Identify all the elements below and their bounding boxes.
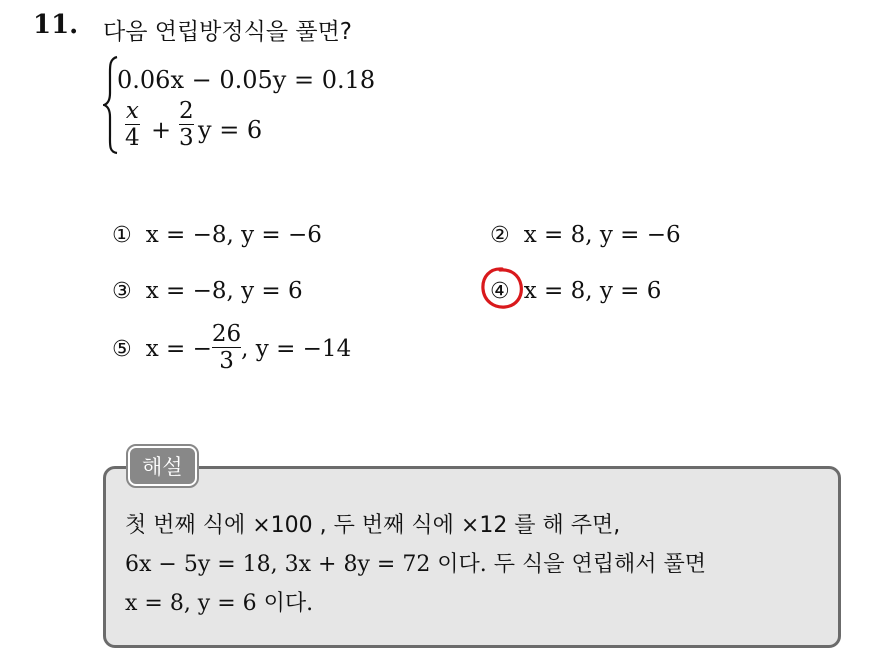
- choice-2-text: x = 8, y = −6: [523, 222, 681, 248]
- equation-2-fraction-2-over-3: 2 3: [179, 98, 194, 151]
- choice-4-text: x = 8, y = 6: [523, 278, 662, 304]
- equation-2-fraction-x-over-4: x 4: [125, 98, 140, 151]
- equation-1: 0.06x − 0.05y = 0.18: [117, 66, 376, 94]
- answer-circle-mark: [478, 264, 526, 312]
- solution-line-1: 첫 번째 식에 ×100 , 두 번째 식에 ×12 를 해 주면,: [125, 513, 621, 538]
- equation-system: [103, 55, 403, 165]
- equation-2-rest: y = 6: [198, 116, 263, 144]
- choice-3-text: x = −8, y = 6: [145, 278, 303, 304]
- choice-1-number: ①: [112, 223, 132, 248]
- choice-1[interactable]: [112, 222, 322, 248]
- choice-3-number: ③: [112, 279, 132, 304]
- choice-5-number: ⑤: [112, 337, 132, 362]
- solution-line-2: 6x − 5y = 18, 3x + 8y = 72 이다. 두 식을 연립해서 풀면: [125, 552, 707, 577]
- equation-2-plus: +: [151, 116, 172, 144]
- choice-5-suffix: , y = −14: [241, 336, 352, 362]
- solution-tag: 해설: [128, 446, 197, 486]
- question-text: 다음 연립방정식을 풀면?: [103, 19, 353, 45]
- solution-line-3: x = 8, y = 6 이다.: [125, 591, 314, 616]
- choice-1-text: x = −8, y = −6: [145, 222, 322, 248]
- choice-5-fraction: $\frac{26}{3}$: [211, 321, 242, 374]
- choice-5[interactable]: [112, 322, 351, 373]
- choice-2[interactable]: [490, 222, 681, 248]
- choice-2-number: ②: [490, 223, 510, 248]
- choice-4-number: ④: [490, 279, 510, 304]
- question-number: 11.: [33, 10, 79, 40]
- choice-3[interactable]: [112, 278, 303, 304]
- choice-5-prefix: x = −: [145, 336, 212, 362]
